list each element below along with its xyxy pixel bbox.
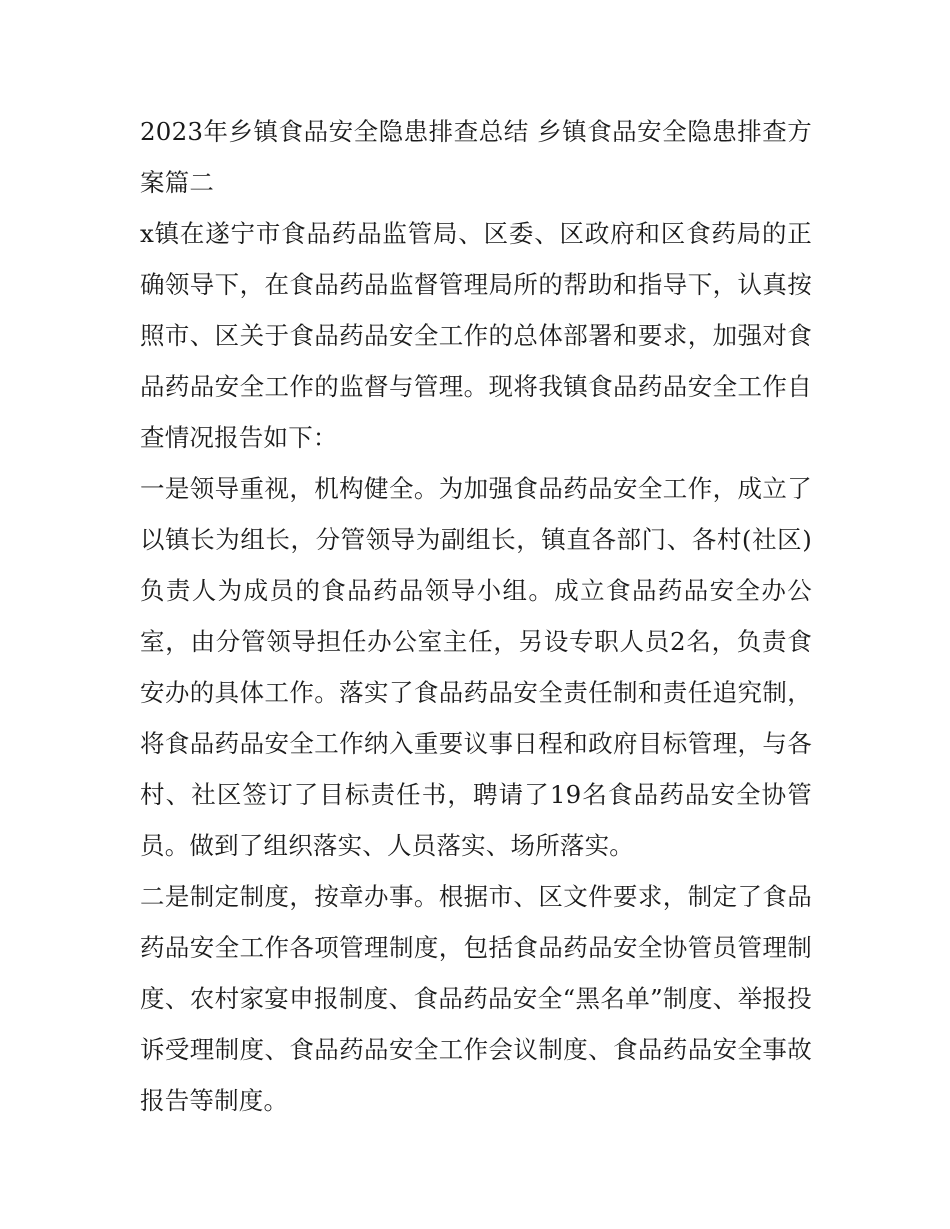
paragraph-regulations: 二是制定制度，按章办事。根据市、区文件要求，制定了食品药品安全工作各项管理制度，包括食品药品安全协管员管理制度、农村家宴申报制度、食品药品安全“黑名单”制度、举报投诉受理制度、食品药品安全工作会议制度、食品药品安全事故报告等制度。	[140, 882, 812, 1115]
paragraph-intro: x镇在遂宁市食品药品监管局、区委、区政府和区食药局的正确领导下，在食品药品监督管理局所的帮助和指导下，认真按照市、区关于食品药品安全工作的总体部署和要求，加强对食品药品安全工作的监督与管理。现将我镇食品药品安全工作自查情况报告如下：	[140, 219, 812, 452]
document-title: 2023年乡镇食品安全隐患排查总结 乡镇食品安全隐患排查方案篇二	[140, 117, 812, 197]
document-body	[140, 106, 812, 1126]
paragraph-leadership: 一是领导重视，机构健全。为加强食品药品安全工作，成立了以镇长为组长，分管领导为副组长，镇直各部门、各村(社区)负责人为成员的食品药品领导小组。成立食品药品安全办公室，由分管领导担任办公室主任，另设专职人员2名，负责食安办的具体工作。落实了食品药品安全责任制和责任追究制，将食品药品安全工作纳入重要议事日程和政府目标管理，与各村、社区签订了目标责任书，聘请了19名食品药品安全协管员。做到了组织落实、人员落实、场所落实。	[140, 474, 812, 860]
